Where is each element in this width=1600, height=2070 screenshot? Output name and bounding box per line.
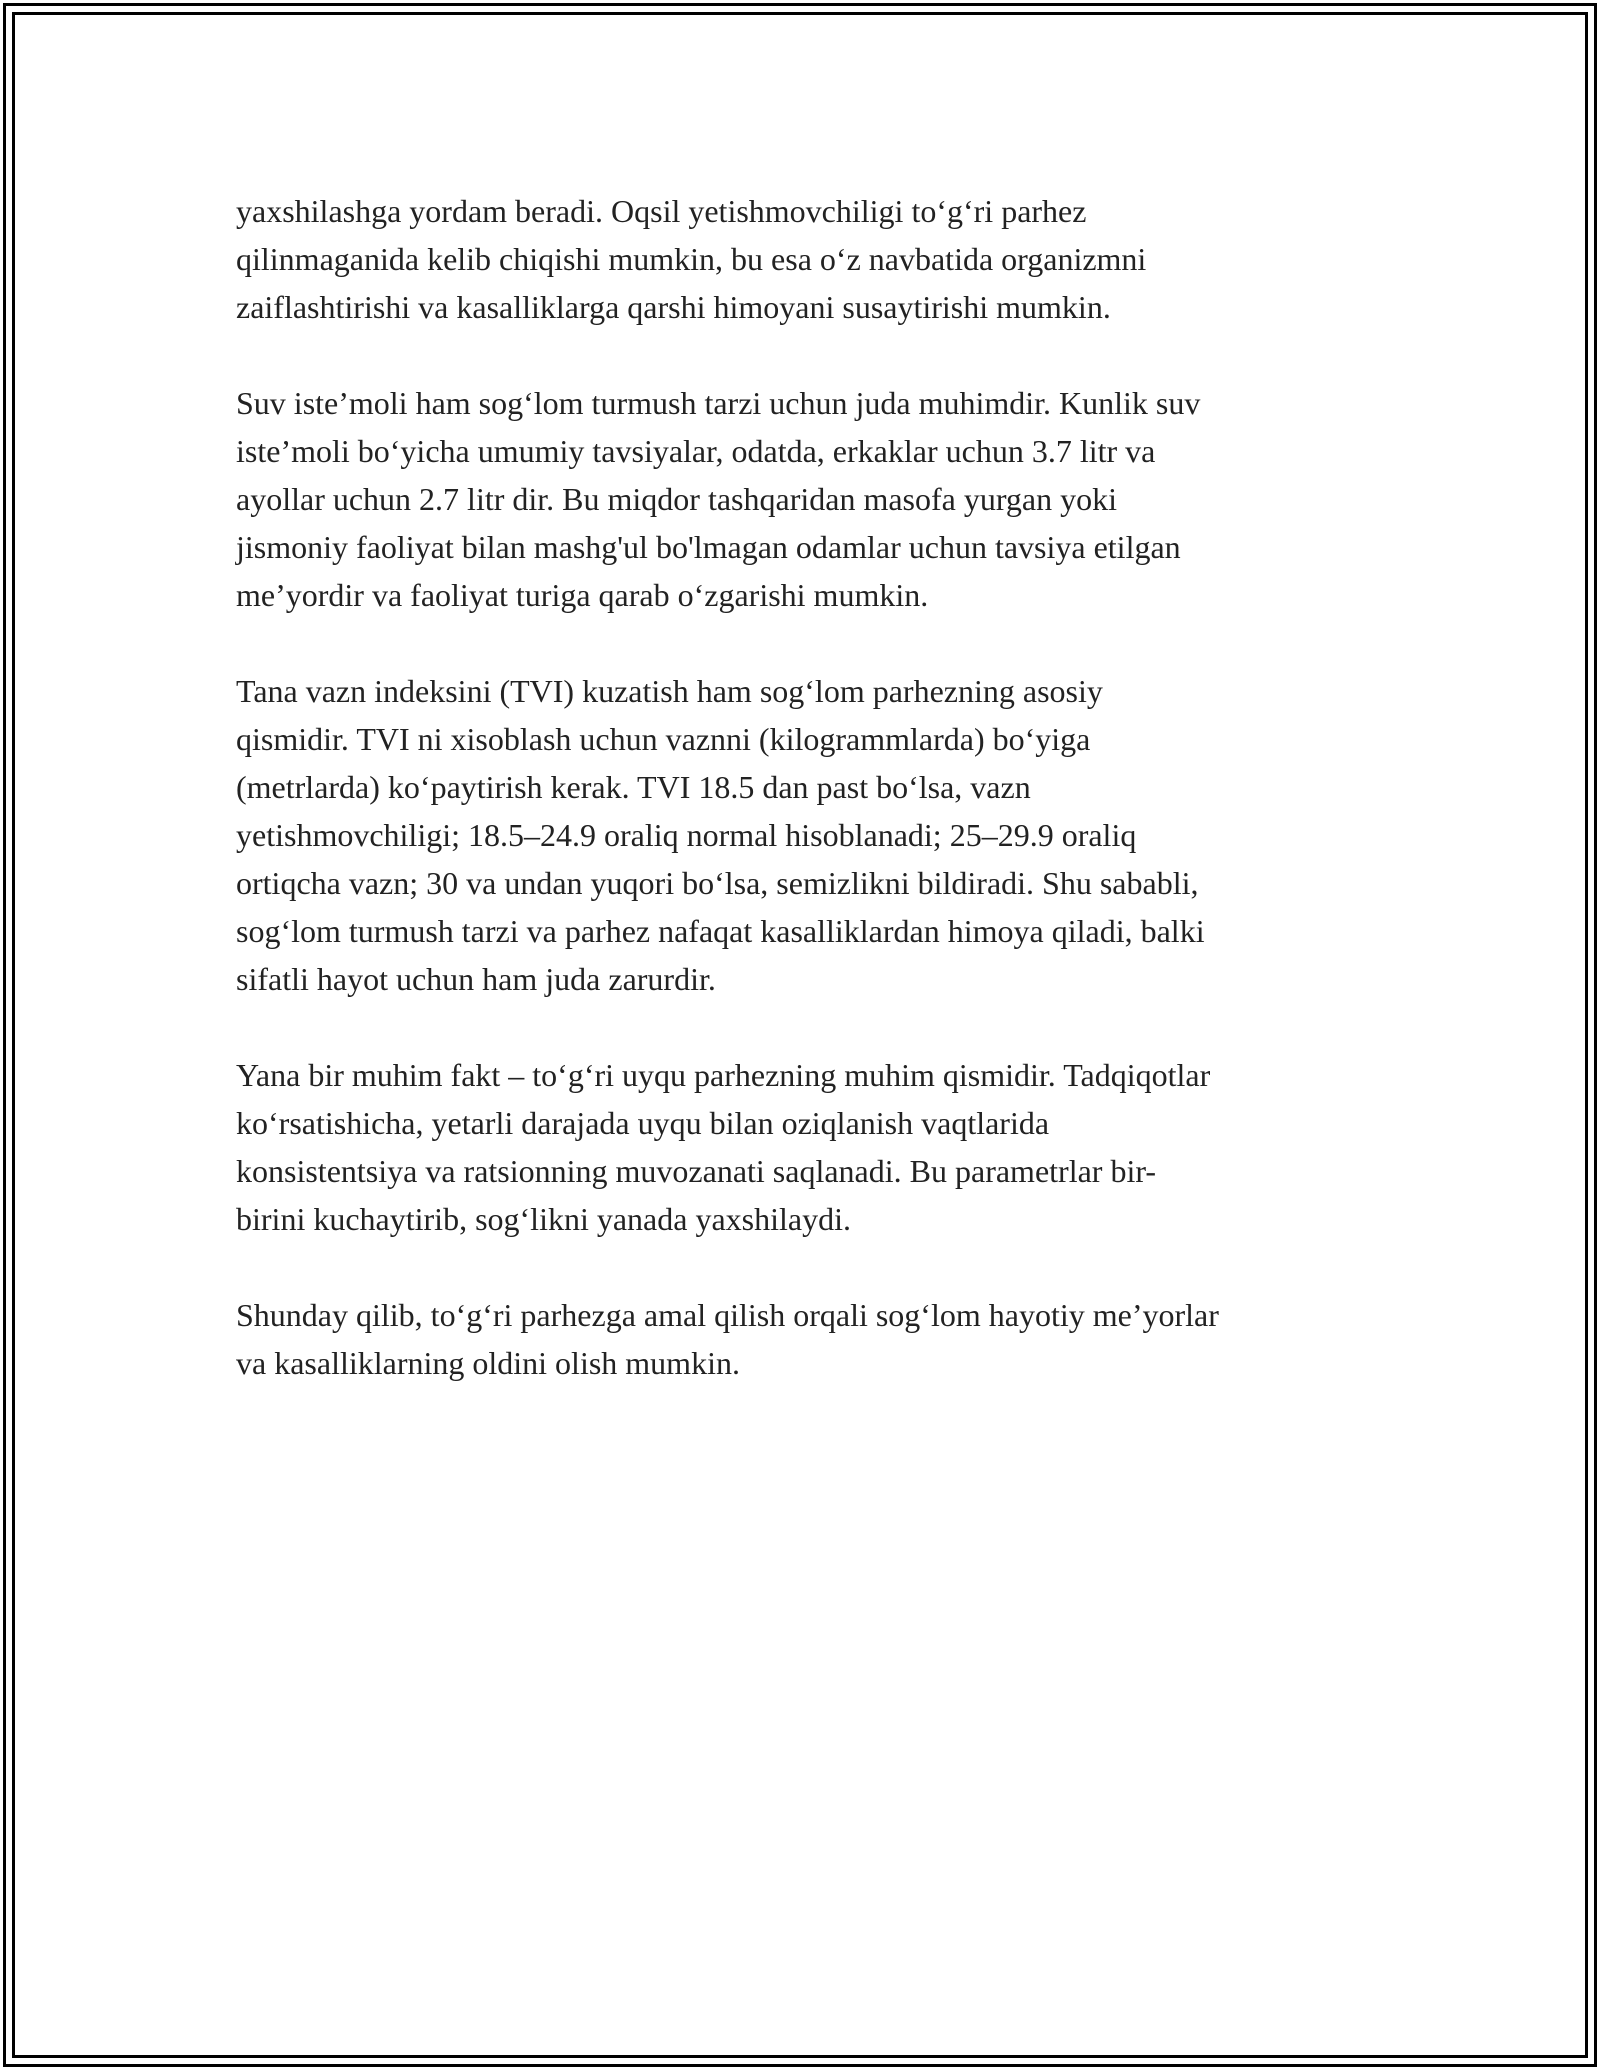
text-line: jismoniy faoliyat bilan mashg'ul bo'lmagan odamlar uchun tavsiya etilgan <box>236 529 1181 565</box>
text-line: qismidir. TVI ni xisoblash uchun vaznni (kilogrammlarda) bo‘yiga <box>236 721 1091 757</box>
text-line: ko‘rsatishicha, yetarli darajada uyqu bilan oziqlanish vaqtlarida <box>236 1105 1050 1141</box>
text-line: Yana bir muhim fakt – to‘g‘ri uyqu parhezning muhim qismidir. Tadqiqotlar <box>236 1057 1211 1093</box>
text-line: iste’moli bo‘yicha umumiy tavsiyalar, odatda, erkaklar uchun 3.7 litr va <box>236 433 1156 469</box>
paragraph-3 <box>236 667 1376 1003</box>
paragraph-1 <box>236 187 1376 331</box>
text-line: birini kuchaytirib, sog‘likni yanada yaxshilaydi. <box>236 1201 851 1237</box>
text-line: (metrlarda) ko‘paytirish kerak. TVI 18.5 dan past bo‘lsa, vazn <box>236 769 1031 805</box>
paragraph-5 <box>236 1291 1376 1387</box>
document-body <box>236 187 1376 1435</box>
text-line: zaiflashtirishi va kasalliklarga qarshi himoyani susaytirishi mumkin. <box>236 289 1111 325</box>
text-line: yaxshilashga yordam beradi. Oqsil yetishmovchiligi to‘g‘ri parhez <box>236 193 1087 229</box>
text-line: Tana vazn indeksini (TVI) kuzatish ham sog‘lom parhezning asosiy <box>236 673 1103 709</box>
text-line: Suv iste’moli ham sog‘lom turmush tarzi uchun juda muhimdir. Kunlik suv <box>236 385 1201 421</box>
text-line: va kasalliklarning oldini olish mumkin. <box>236 1345 740 1381</box>
text-line: ayollar uchun 2.7 litr dir. Bu miqdor tashqaridan masofa yurgan yoki <box>236 481 1118 517</box>
text-line: sog‘lom turmush tarzi va parhez nafaqat kasalliklardan himoya qiladi, balki <box>236 913 1205 949</box>
text-line: konsistentsiya va ratsionning muvozanati saqlanadi. Bu parametrlar bir- <box>236 1153 1156 1189</box>
text-line: sifatli hayot uchun ham juda zarurdir. <box>236 961 716 997</box>
text-line: Shunday qilib, to‘g‘ri parhezga amal qilish orqali sog‘lom hayotiy me’yorlar <box>236 1297 1219 1333</box>
text-line: yetishmovchiligi; 18.5–24.9 oraliq normal hisoblanadi; 25–29.9 oraliq <box>236 817 1137 853</box>
paragraph-2 <box>236 379 1376 619</box>
text-line: qilinmaganida kelib chiqishi mumkin, bu esa o‘z navbatida organizmni <box>236 241 1147 277</box>
text-line: ortiqcha vazn; 30 va undan yuqori bo‘lsa, semizlikni bildiradi. Shu sababli, <box>236 865 1199 901</box>
text-line: me’yordir va faoliyat turiga qarab o‘zgarishi mumkin. <box>236 577 929 613</box>
paragraph-4 <box>236 1051 1376 1243</box>
